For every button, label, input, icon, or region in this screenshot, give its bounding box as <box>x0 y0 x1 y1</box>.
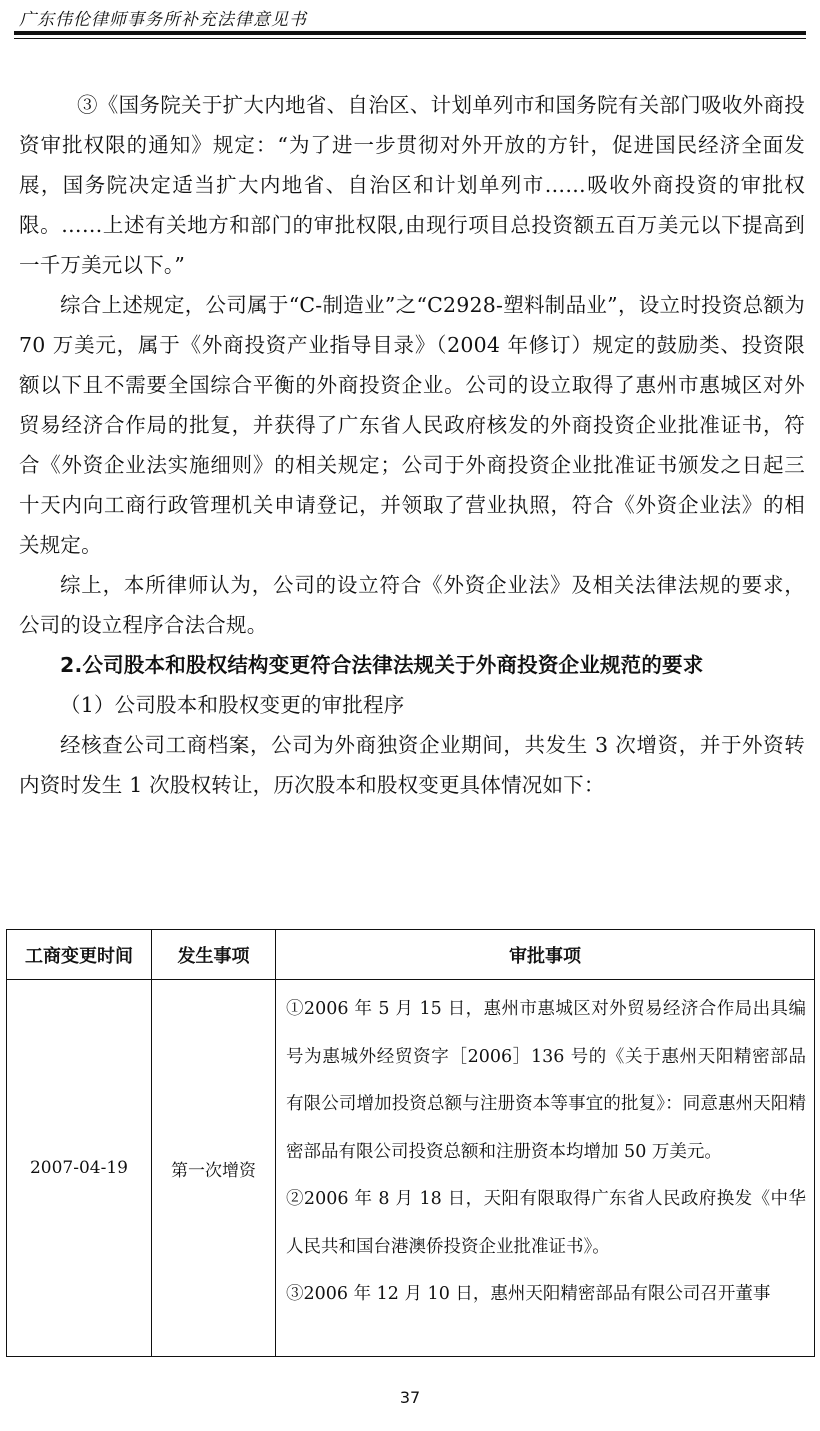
subsection-heading: （1）公司股本和股权变更的审批程序 <box>60 693 405 717</box>
table-row <box>7 980 815 1357</box>
table-header-event: 发生事项 <box>152 930 276 980</box>
paragraph-regulation-summary: 综合上述规定，公司属于“C-制造业”之“C2928-塑料制品业”，设立时投资总额为 70 万美元，属于《外商投资产业指导目录》（2004 年修订）规定的鼓励类、投资限额以下且不需要全国综合平衡的外商投资企业。公司的设立取得了惠州市惠城区对外贸易经济合作局的批复，并获得了广东省人民政府核发的外商投资企业批准证书，符合《外资企业法实施细则》的相关规定；公司于外商投资企业批准证书颁发之日起三十天内向工商行政管理机关申请登记，并领取了营业执照，符合《外资企业法》的相关规定。 <box>19 293 805 557</box>
approval-item-1: ①2006 年 5 月 15 日，惠州市惠城区对外贸易经济合作局出具编号为惠城外经贸资字［2006］136 号的《关于惠州天阳精密部品有限公司增加投资总额与注册资本等事宜的批复》：同意惠州天阳精密部品有限公司投资总额和注册资本均增加 50 万美元。 <box>286 999 806 1162</box>
paragraph-conclusion: 综上，本所律师认为，公司的设立符合《外资企业法》及相关法律法规的要求，公司的设立程序合法合规。 <box>19 573 805 637</box>
cell-approval-details <box>276 980 815 1357</box>
cell-change-date: 2007-04-19 <box>7 980 152 1357</box>
page-number: 37 <box>399 1388 421 1407</box>
table-header-date: 工商变更时间 <box>7 930 152 980</box>
section-heading: 2.公司股本和股权结构变更符合法律法规关于外商投资企业规范的要求 <box>60 653 704 677</box>
paragraph-state-council-notice: ③《国务院关于扩大内地省、自治区、计划单列市和国务院有关部门吸收外商投资审批权限的通知》规定：“为了进一步贯彻对外开放的方针，促进国民经济全面发展，国务院决定适当扩大内地省、自治区和计划单列市……吸收外商投资的审批权限。……上述有关地方和部门的审批权限,由现行项目总投资额五百万美元以下提高到一千万美元以下。” <box>19 93 805 277</box>
table-header-approval: 审批事项 <box>276 930 815 980</box>
paragraph-capital-changes-intro: 经核查公司工商档案，公司为外商独资企业期间，共发生 3 次增资，并于外资转内资时发生 1 次股权转让，历次股本和股权变更具体情况如下： <box>19 733 805 797</box>
table-header-row <box>7 930 815 980</box>
document-header-title: 广东伟伦律师事务所补充法律意见书 <box>19 10 307 30</box>
cell-event: 第一次增资 <box>152 980 276 1357</box>
header-rule-thick <box>14 31 806 35</box>
header-rule-thin <box>14 38 806 39</box>
capital-change-table <box>6 929 815 1357</box>
document-body <box>19 85 805 805</box>
approval-item-3: ③2006 年 12 月 10 日，惠州天阳精密部品有限公司召开董事 <box>286 1284 771 1304</box>
approval-item-2: ②2006 年 8 月 18 日，天阳有限取得广东省人民政府换发《中华人民共和国台港澳侨投资企业批准证书》。 <box>286 1189 806 1257</box>
